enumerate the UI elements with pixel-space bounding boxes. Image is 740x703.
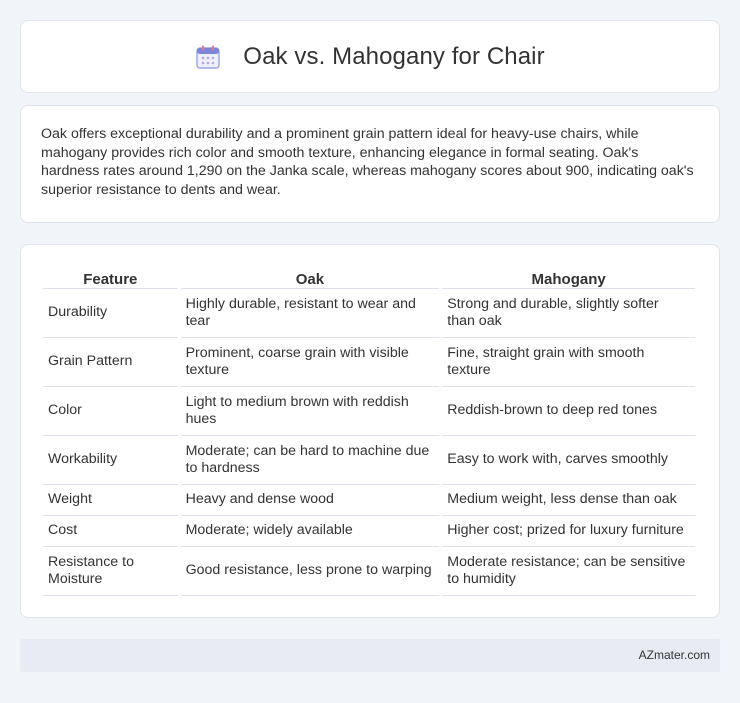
cell-mahogany: Moderate resistance; can be sensitive to humidity — [442, 547, 695, 596]
cell-feature: Cost — [43, 516, 178, 547]
cell-feature: Weight — [43, 485, 178, 516]
cell-mahogany: Easy to work with, carves smoothly — [442, 436, 695, 485]
page-title: Oak vs. Mahogany for Chair — [243, 42, 545, 70]
cell-feature: Grain Pattern — [43, 338, 178, 387]
cell-oak: Moderate; widely available — [181, 516, 440, 547]
cell-oak: Light to medium brown with reddish hues — [181, 387, 440, 436]
cell-oak: Prominent, coarse grain with visible texture — [181, 338, 440, 387]
cell-oak: Good resistance, less prone to warping — [181, 547, 440, 596]
footer — [20, 639, 720, 672]
footer-site-link[interactable]: AZmater.com — [638, 648, 710, 662]
cell-feature: Resistance to Moisture — [43, 547, 178, 596]
cell-mahogany: Strong and durable, slightly softer than oak — [442, 289, 695, 338]
cell-feature: Durability — [43, 289, 178, 338]
cell-mahogany: Fine, straight grain with smooth texture — [442, 338, 695, 387]
cell-mahogany: Medium weight, less dense than oak — [442, 485, 695, 516]
table-row — [43, 547, 695, 596]
calendar-icon — [195, 44, 221, 70]
header-oak: Oak — [181, 267, 440, 289]
comparison-table — [40, 267, 698, 596]
cell-oak: Heavy and dense wood — [181, 485, 440, 516]
cell-oak: Moderate; can be hard to machine due to hardness — [181, 436, 440, 485]
table-row — [43, 485, 695, 516]
table-row — [43, 289, 695, 338]
header-mahogany: Mahogany — [442, 267, 695, 289]
cell-mahogany: Higher cost; prized for luxury furniture — [442, 516, 695, 547]
cell-feature: Workability — [43, 436, 178, 485]
cell-oak: Highly durable, resistant to wear and tear — [181, 289, 440, 338]
table-row — [43, 387, 695, 436]
cell-feature: Color — [43, 387, 178, 436]
header-feature: Feature — [43, 267, 178, 289]
table-row — [43, 516, 695, 547]
summary-text: Oak offers exceptional durability and a prominent grain pattern ideal for heavy-use chairs, while mahogany provides rich color and smooth texture, enhancing elegance in formal seating. Oak's hardness rates around 1,290 on the Janka scale, whereas mahogany scores about 900, indicating oak's superior resistance to dents and wear. — [41, 126, 694, 198]
table-row — [43, 338, 695, 387]
cell-mahogany: Reddish-brown to deep red tones — [442, 387, 695, 436]
table-row — [43, 436, 695, 485]
title-card — [20, 20, 720, 93]
summary-card — [20, 105, 720, 223]
comparison-table-card — [20, 244, 720, 618]
table-header-row — [43, 267, 695, 289]
